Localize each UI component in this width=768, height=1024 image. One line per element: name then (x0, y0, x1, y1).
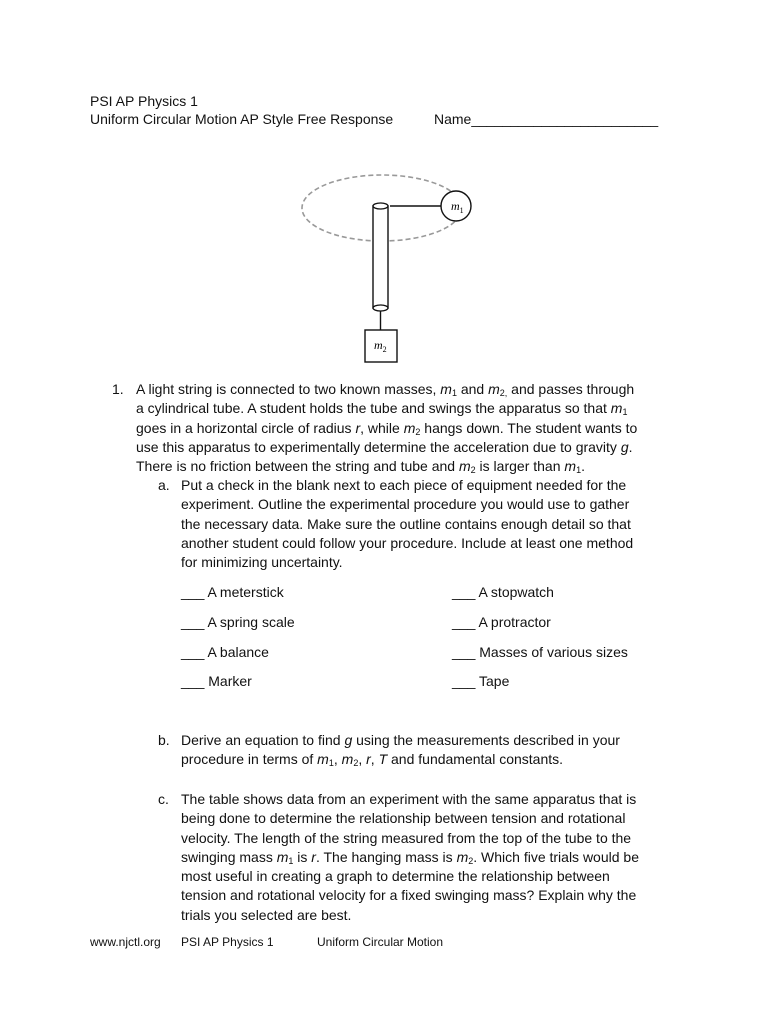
footer-topic: Uniform Circular Motion (317, 935, 444, 949)
part-a-letter: a. (158, 477, 170, 493)
part-b-text: Derive an equation to find g using the measurements described in your procedure in terms of $m_1$, $m_2$, r, T and fundamental constants. (181, 732, 620, 769)
equipment-masses[interactable]: ___ Masses of various sizes (452, 644, 628, 660)
cylindrical-tube (373, 206, 388, 308)
tube-bottom (373, 305, 388, 311)
equipment-stopwatch[interactable]: ___ A stopwatch (452, 584, 554, 600)
footer-course: PSI AP Physics 1 (181, 935, 274, 949)
question-intro: A light string is connected to two known masses, $m_1$ and $m_{2,}$ and passes through a cylindrical tube. A student holds the tube and swings the apparatus so that $m_1$ goes in a horizontal circle of radius r, while $m_2$ hangs down. The student wants to use this apparatus to experimentally determine the acceleration due to gravity g. There is no friction between the string and tube and $m_2$ is larger than $m_1$. (136, 381, 638, 476)
equipment-protractor[interactable]: ___ A protractor (452, 614, 551, 630)
course-title: PSI AP Physics 1 (90, 93, 198, 109)
tube-top (373, 203, 388, 209)
equipment-tape[interactable]: ___ Tape (452, 673, 510, 689)
question-number: 1. (112, 381, 124, 397)
m1-label: $m_1$ (451, 199, 464, 215)
equipment-balance[interactable]: ___ A balance (181, 644, 269, 660)
worksheet-subtitle: Uniform Circular Motion AP Style Free Response (90, 111, 394, 127)
footer-site: www.njctl.org (90, 935, 161, 949)
equipment-spring-scale[interactable]: ___ A spring scale (181, 614, 295, 630)
part-c-letter: c. (158, 791, 169, 807)
part-b-letter: b. (158, 732, 170, 748)
apparatus-diagram (290, 165, 490, 370)
m2-label: $m_2$ (374, 338, 387, 354)
name-field: Name________________________ (434, 111, 659, 127)
part-c-text: The table shows data from an experiment with the same apparatus that is being done to determine the relationship between tension and rotational velocity. The length of the string measured from the top of the tube to the swinging mass $m_1$ is r. The hanging mass is $m_2$. Which five trials would be most useful in creating a graph to determine the relationship between tension and rotational velocity for a fixed swinging mass? Explain why the trials you selected are best. (181, 791, 639, 923)
equipment-marker[interactable]: ___ Marker (181, 673, 252, 689)
equipment-meterstick[interactable]: ___ A meterstick (181, 584, 284, 600)
part-a-text: Put a check in the blank next to each piece of equipment needed for the experiment. Outline the experimental procedure you would use to gather the necessary data. Make sure the outline contains enough detail so that another student could follow your procedure. Include at least one method for minimizing uncertainty. (181, 477, 634, 571)
